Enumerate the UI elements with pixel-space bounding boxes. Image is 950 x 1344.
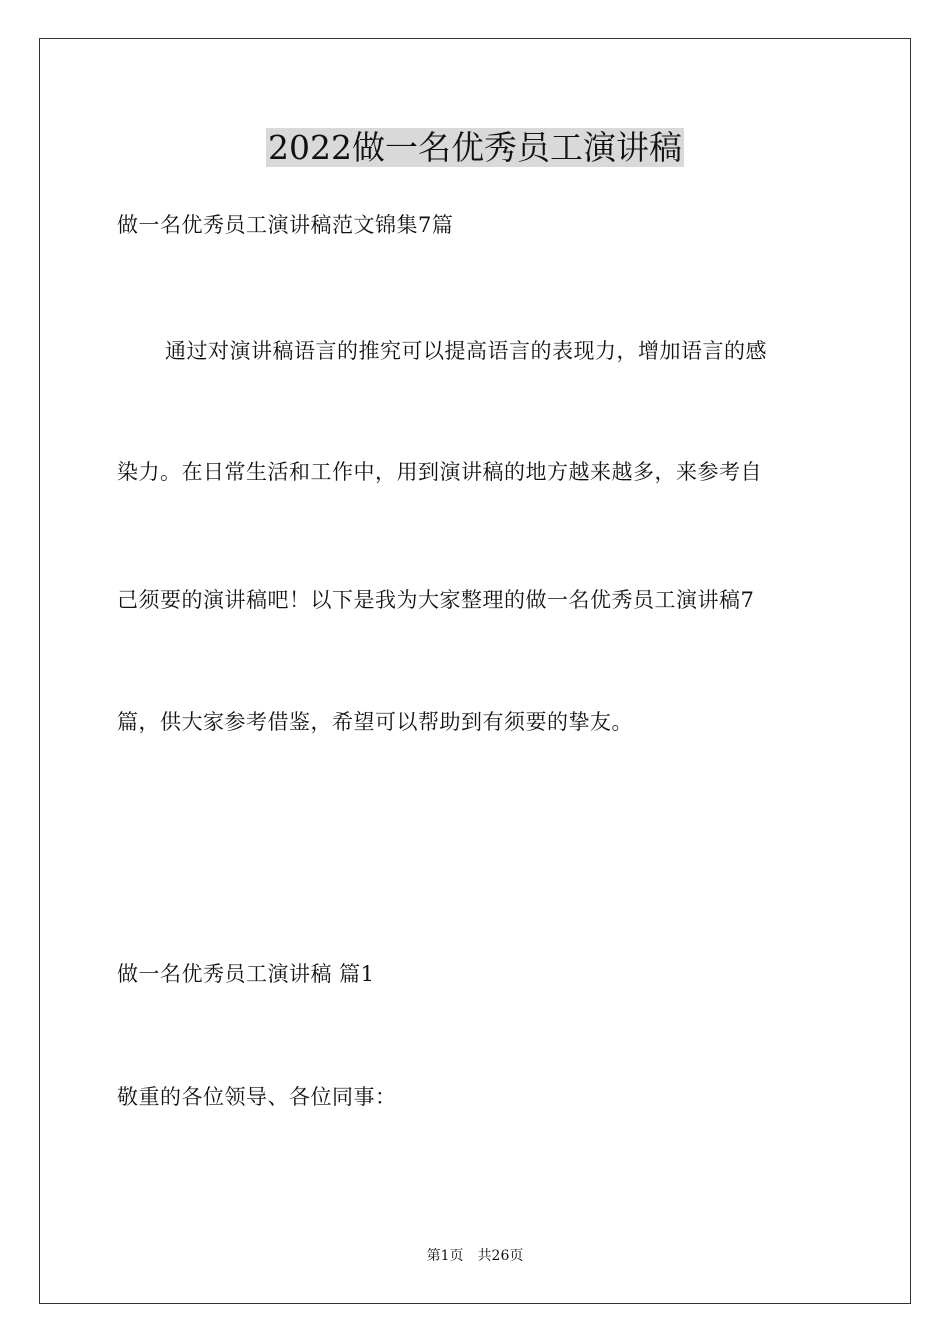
document-title-text: 2022做一名优秀员工演讲稿 — [268, 128, 682, 167]
salutation: 敬重的各位领导、各位同事： — [117, 1085, 397, 1109]
intro-line-4: 篇，供大家参考借鉴，希望可以帮助到有须要的挚友。 — [117, 710, 633, 734]
page-footer: 第1页 共26页 — [426, 1248, 524, 1264]
document-subtitle: 做一名优秀员工演讲稿范文锦集7篇 — [117, 213, 454, 237]
intro-line-3: 己须要的演讲稿吧！以下是我为大家整理的做一名优秀员工演讲稿7 — [117, 588, 755, 612]
section-heading: 做一名优秀员工演讲稿 篇1 — [117, 962, 375, 986]
intro-line-2: 染力。在日常生活和工作中，用到演讲稿的地方越来越多，来参考自 — [117, 460, 762, 484]
intro-line-1: 通过对演讲稿语言的推究可以提高语言的表现力，增加语言的感 — [165, 339, 767, 363]
document-title — [0, 126, 950, 170]
